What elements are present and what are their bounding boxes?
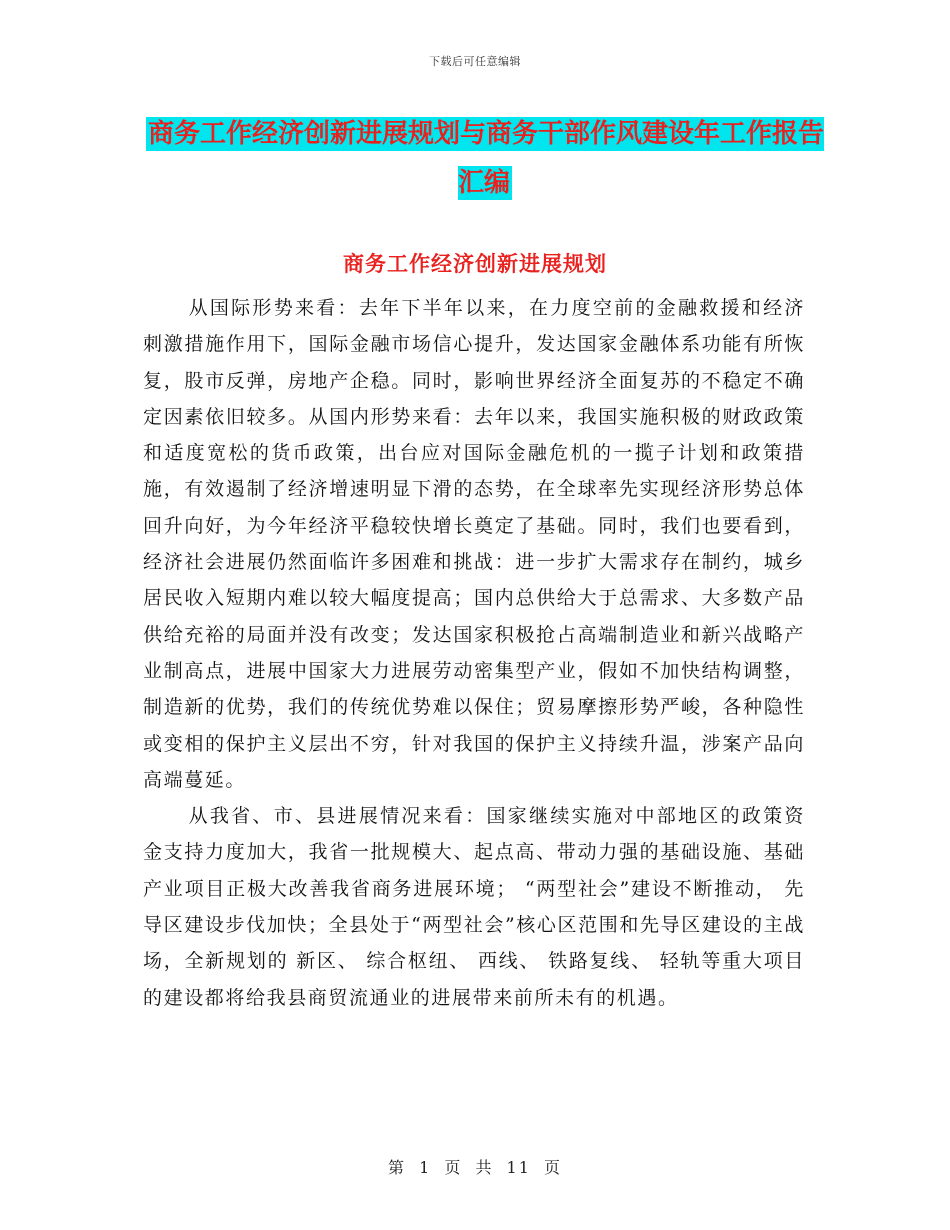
document-title-text: 商务工作经济创新进展规划与商务干部作风建设年工作报告汇编 xyxy=(147,119,824,198)
paragraph-provincial: 从我省、市、县进展情况来看：国家继续实施对中部地区的政策资金支持力度加大，我省一批规模大、起点高、带动力强的基础设施、基础产业项目正极大改善我省商务进展环境； “两型社会”建设不断推动， 先导区建设步伐加快；全县处于“两型社会”核心区范围和先导区建设的主战场，全新规划的 新区、 综合枢纽、 西线、 铁路复线、 轻轨等重大项目的建设都将给我县商贸流通业的进展带来前所未有的机遇。 xyxy=(143,805,805,1009)
document-title xyxy=(140,110,830,208)
section-title: 商务工作经济创新进展规划 xyxy=(343,252,607,276)
page-number-footer: 第 1 页 共 11 页 xyxy=(388,1158,562,1177)
page-header-note: 下载后可任意编辑 xyxy=(429,55,521,68)
document-body xyxy=(143,290,805,1016)
paragraph-international-domestic: 从国际形势来看：去年下半年以来，在力度空前的金融救援和经济刺激措施作用下，国际金融市场信心提升，发达国家金融体系功能有所恢复，股市反弹，房地产企稳。同时，影响世界经济全面复苏的不稳定不确定因素依旧较多。从国内形势来看：去年以来，我国实施积极的财政政策和适度宽松的货币政策，出台应对国际金融危机的一揽子计划和政策措施，有效遏制了经济增速明显下滑的态势，在全球率先实现经济形势总体回升向好，为今年经济平稳较快增长奠定了基础。同时，我们也要看到，经济社会进展仍然面临许多困难和挑战：进一步扩大需求存在制约，城乡居民收入短期内难以较大幅度提高；国内总供给大于总需求、大多数产品供给充裕的局面并没有改变；发达国家积极抢占高端制造业和新兴战略产业制高点，进展中国家大力进展劳动密集型产业，假如不加快结构调整，制造新的优势，我们的传统优势难以保住；贸易摩擦形势严峻，各种隐性或变相的保护主义层出不穷，针对我国的保护主义持续升温，涉案产品向高端蔓延。 xyxy=(143,297,805,791)
